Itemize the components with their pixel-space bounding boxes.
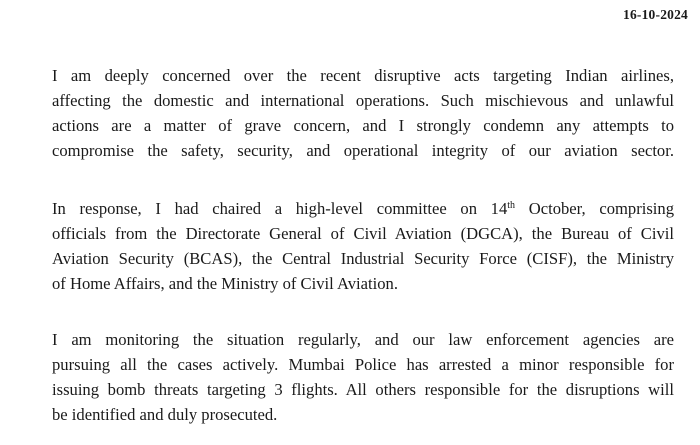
paragraph-concern [52, 63, 674, 163]
line-text: October, comprising [515, 199, 675, 218]
paragraph-line: I am deeply concerned over the recent disruptive acts targeting Indian airlines, [52, 66, 674, 85]
paragraph-monitoring [52, 327, 674, 427]
line-text: In response, I had chaired a high-level committee on 14 [52, 199, 508, 218]
paragraph-line: officials from the Directorate General of Civil Aviation (DGCA), the Bureau of Civil [52, 224, 674, 243]
paragraph-line: pursuing all the cases actively. Mumbai Police has arrested a minor responsible for [52, 355, 674, 374]
ordinal-suffix: th [507, 200, 516, 211]
paragraph-line: affecting the domestic and international operations. Such mischievous and unlawful [52, 91, 674, 110]
paragraph-line: of Home Affairs, and the Ministry of Civil Aviation. [52, 274, 398, 293]
paragraph-line: Aviation Security (BCAS), the Central Industrial Security Force (CISF), the Ministry [52, 249, 674, 268]
paragraph-line: compromise the safety, security, and operational integrity of our aviation sector. [52, 141, 674, 160]
paragraph-line: issuing bomb threats targeting 3 flights. All others responsible for the disruptions will [52, 380, 674, 399]
paragraph-line: actions are a matter of grave concern, and I strongly condemn any attempts to [52, 116, 674, 135]
paragraph-committee [52, 196, 674, 296]
paragraph-line [52, 196, 674, 221]
paragraph-line: be identified and duly prosecuted. [52, 405, 278, 424]
paragraph-line: I am monitoring the situation regularly, and our law enforcement agencies are [52, 330, 674, 349]
document-date: 16-10-2024 [623, 7, 688, 22]
